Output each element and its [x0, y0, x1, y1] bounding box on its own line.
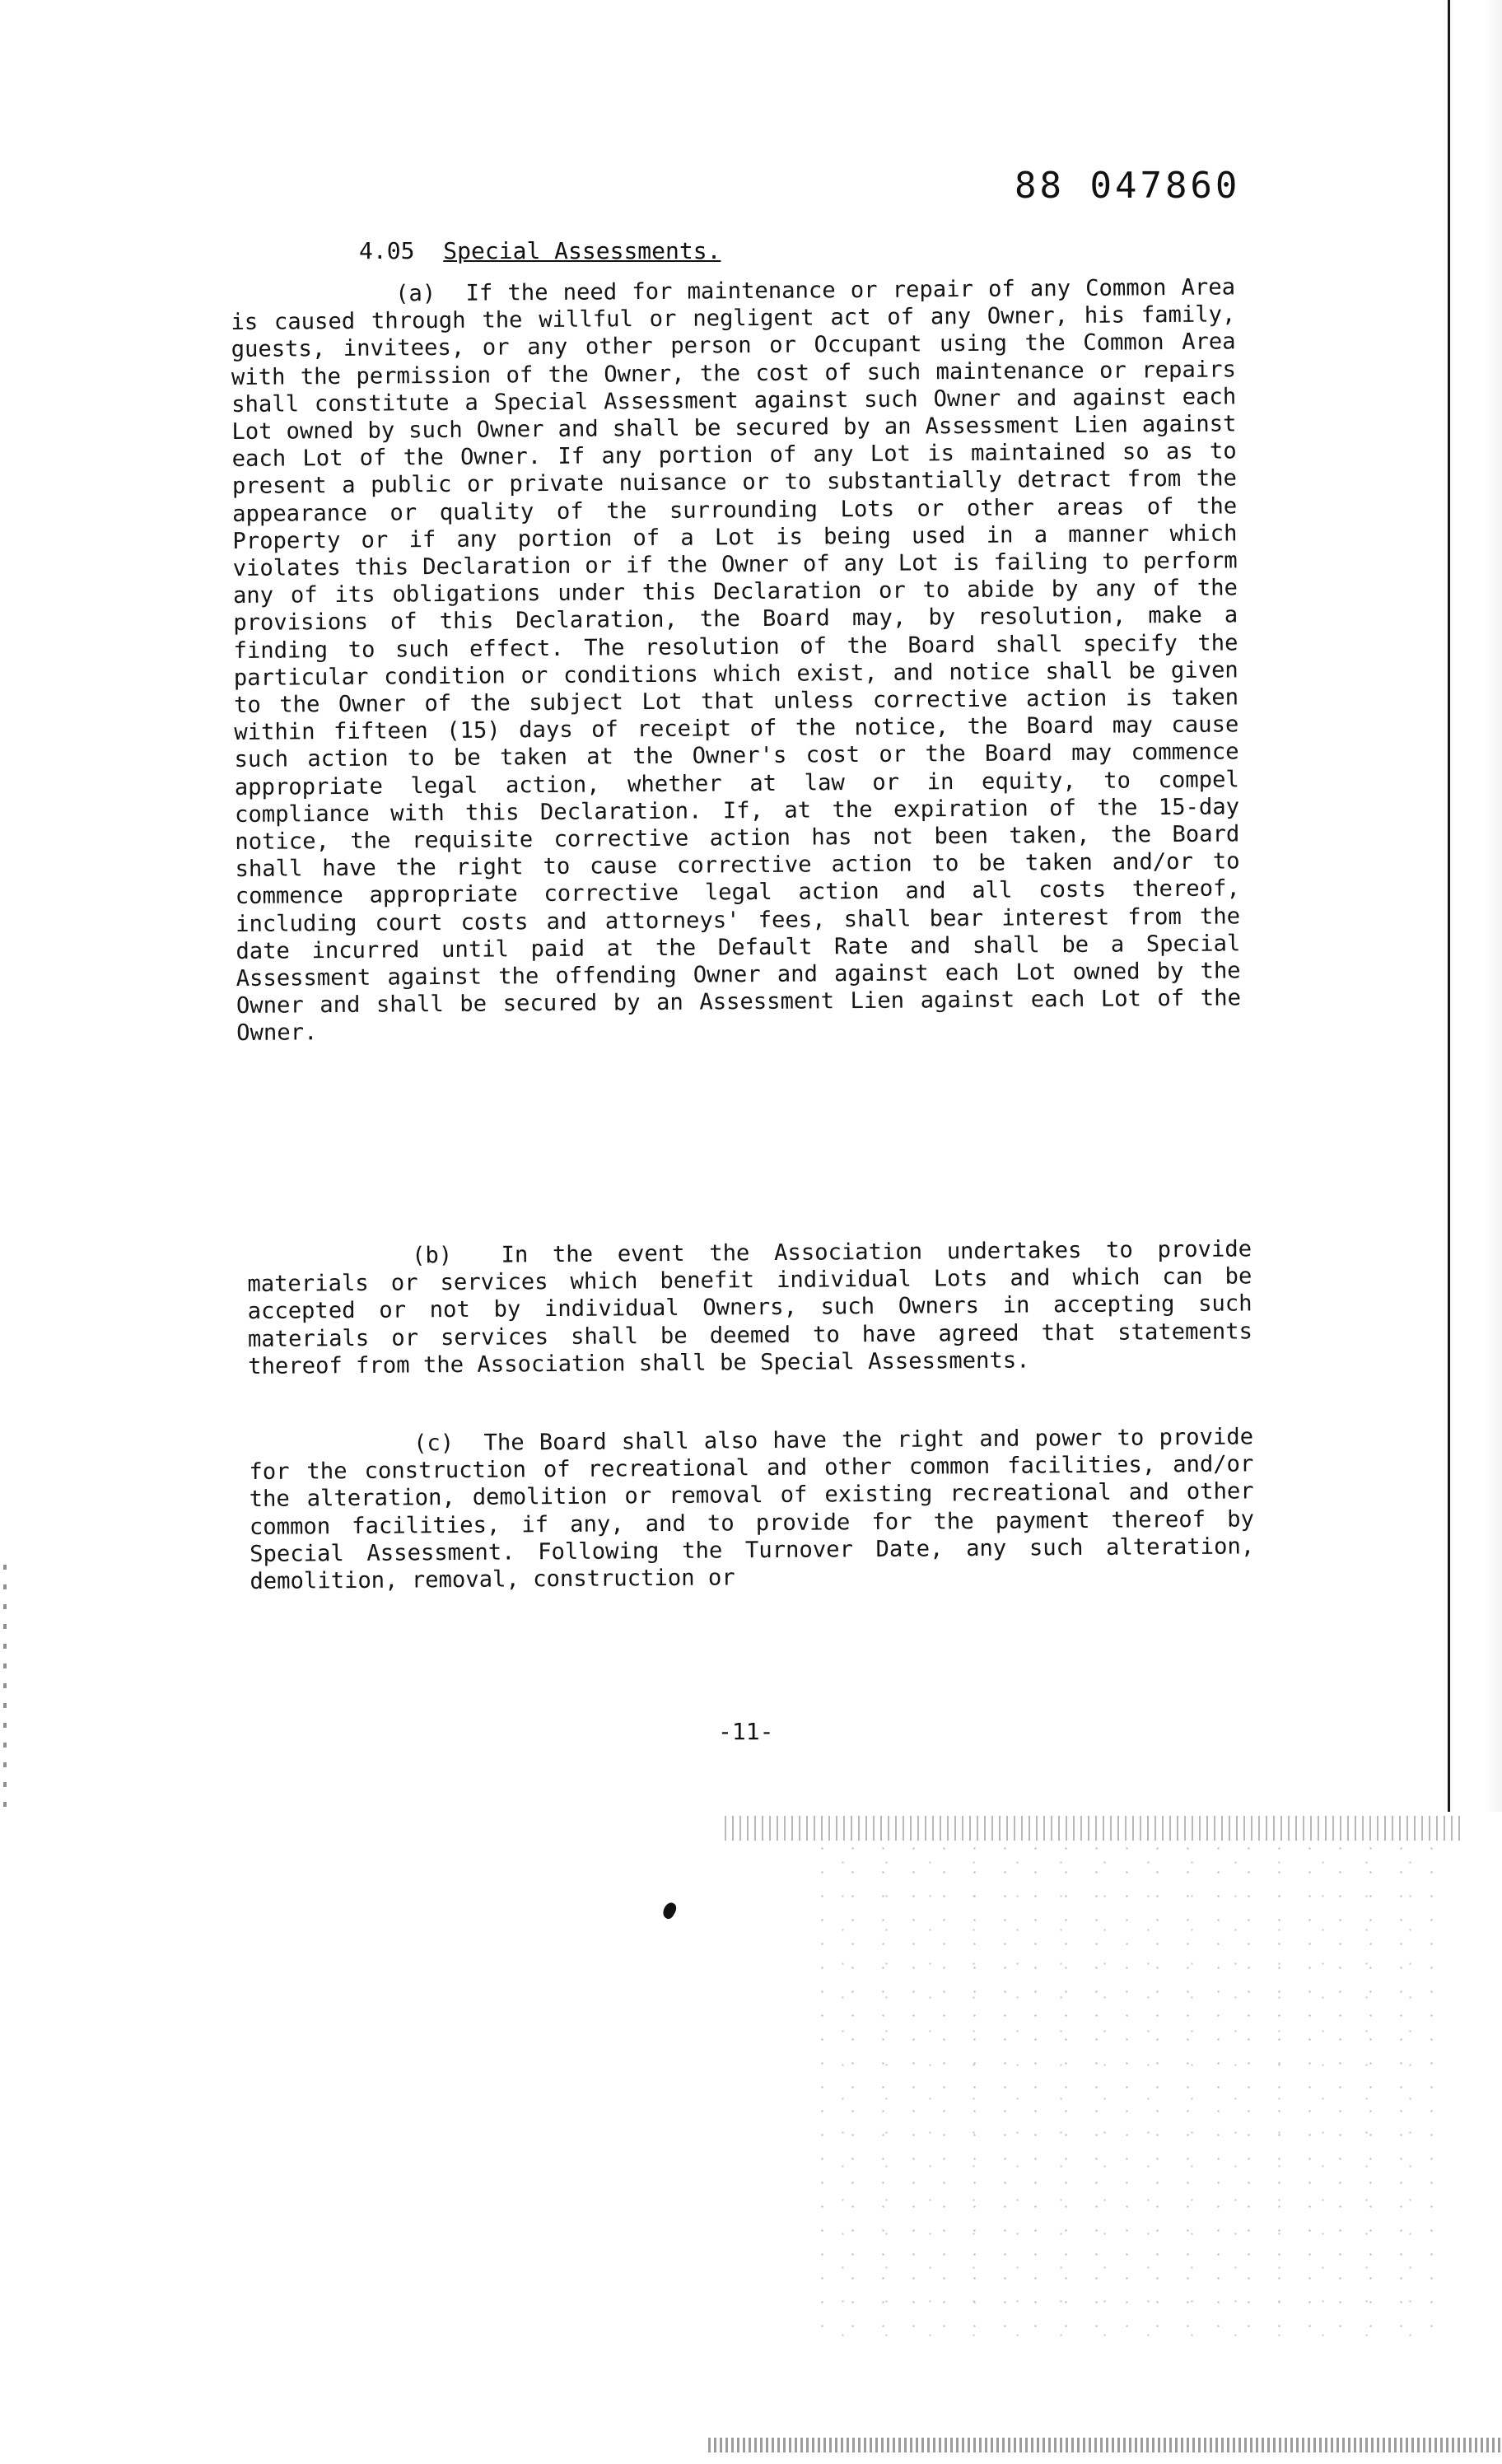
scan-artifact-left [3, 1565, 7, 1812]
section-heading [359, 237, 721, 264]
scan-artifact-bottom [708, 2438, 1502, 2452]
paragraph-c [249, 1423, 1255, 1595]
section-number: 4.05 [359, 237, 415, 264]
paragraph-label: (a) [395, 281, 436, 307]
document-number: 88 047860 [1015, 165, 1241, 207]
section-title: Special Assessments. [443, 237, 721, 264]
paragraph-a [231, 273, 1241, 1047]
page-number: -11- [718, 1718, 774, 1745]
paragraph-text: In the event the Association undertakes to provide materials or services which benefit individual Lots and which can be accepted or not by individual Owners, such Owners in accepting such materials or services shall be deemed to have agreed that statements thereof from the Association shall be Special Assessments. [247, 1236, 1252, 1379]
paragraph-label: (c) [413, 1430, 455, 1457]
page-edge [1448, 0, 1502, 1812]
paragraph-text: If the need for maintenance or repair of any Common Area is caused through the willful or negligent act of any Owner, his family, guests, invitees, or any other person or Occupant using the Common Area with the permission of the Owner, the cost of such maintenance or repairs shall constitute a Special Assessment against such Owner and against each Lot owned by such Owner and shall be secured by an Assessment Lien against each Lot of the Owner. If any portion of any Lot is maintained so as to present a public or private nuisance or to substantially detract from the appearance or quality of the surrounding Lots or other areas of the Property or if any portion of a Lot is being used in a manner which violates this Declaration or if the Owner of any Lot is failing to perform any of its obligations under this Declaration or to abide by any of the provisions of this Declaration, the Board may, by resolution, make a finding to such effect. The resolution of the Board shall specify the particular condition or conditions which exist, and notice shall be given to the Owner of the subject Lot that unless corrective action is taken within fifteen (15) days of receipt of the notice, the Board may cause such action to be taken at the Owner's cost or the Board may commence appropriate legal action, whether at law or in equity, to compel compliance with this Declaration. If, at the expiration of the 15-day notice, the requisite corrective action has not been taken, the Board shall have the right to cause corrective action to be taken and/or to commence appropriate corrective legal action and all costs thereof, including court costs and attorneys' fees, shall bear interest from the date incurred until paid at the Default Rate and shall be a Special Assessment against the offending Owner and against each Lot owned by the Owner and shall be secured by an Assessment Lien against each Lot of the Owner. [231, 274, 1241, 1047]
scan-noise [807, 1836, 1433, 2347]
paragraph-b [247, 1235, 1252, 1380]
paragraph-label: (b) [412, 1243, 453, 1269]
paragraph-text: The Board shall also have the right and power to provide for the construction of recreational and other common facilities, and/or the alteration, demolition or removal of existing recreational and other common facilities, if any, and to provide for the payment thereof by Special Assessment. Following the Turnover Date, any such alteration, demolition, removal, construction or [249, 1424, 1255, 1595]
